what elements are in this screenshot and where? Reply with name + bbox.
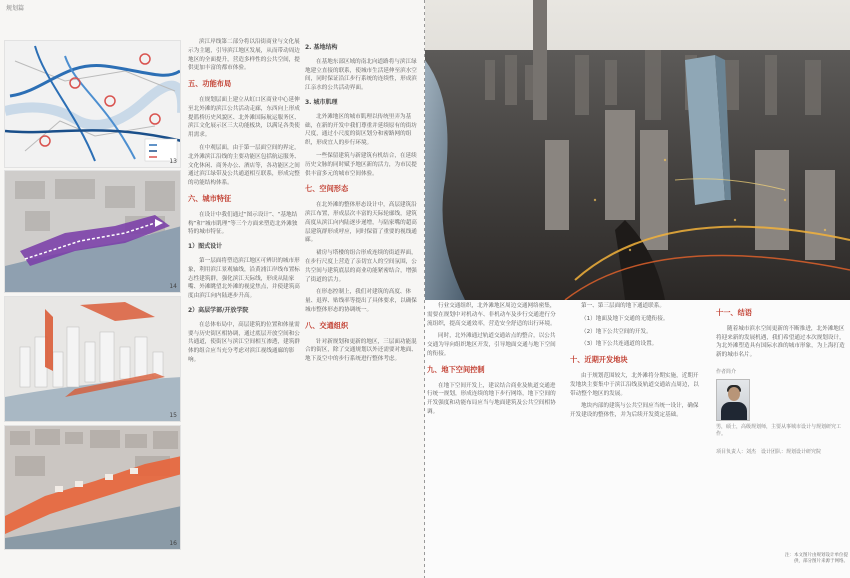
project-credit: 项目负责人：刘杰 设计团队：规划设计研究院 <box>716 448 822 455</box>
3d-model-graphic <box>5 297 181 422</box>
section-7-paragraph-1: 在北外滩的整体形态设计中，高层建筑沿滨江布置，形成层次丰富的天际轮廓线，建筑高度从滨江向内陆逐步递增，与陆家嘴的超高层建筑群形成呼应，同时保留了重要的视线通廊。 <box>305 202 417 244</box>
conclusion-paragraph: 随着城市滨水空间更新的不断推进，北外滩地区将迎来新的发展机遇，我们希望通过本次规划设计，为北外滩塑造具有国际水准的城市形象，为上海打造新的城市名片。 <box>716 325 845 359</box>
urban-texture-paragraph-2: 一些保留建筑与新建筑有机结合，在延续历史文脉的同时赋予地区新的活力，为市民提供丰富多元的城市空间体验。 <box>305 152 417 177</box>
figure-number: 15 <box>169 412 177 419</box>
list-item-2: （2）地下公共空间的开发。 <box>581 328 652 335</box>
section-5-paragraph-1: 在规划层面上建立从虹口区商业中心延伸至北外滩的滨江公共活动走廊，东西向上形成提篮桥历史风貌区、北外滩国际航运服务区、滨江文化展示区三大功能板块，以满足各类使用需求。 <box>188 96 300 139</box>
section-6-sub-paragraph-1: 第一层面将塑造滨江地区可辨识的城市形象，利用滨江景观轴线，沿黄浦江岸线布置标志性建筑群，强化滨江天际线，形成从陆家嘴、外滩眺望北外滩的视觉焦点，并使建筑高度由滨江向内陆逐步升高。 <box>188 257 300 300</box>
section-7-paragraph-2: 裙房与塔楼的组合形成连续的街道界面，在步行尺度上营造了亲切宜人的空间氛围，公共空间与建筑底层的商业功能紧密结合，增强了街道的活力。 <box>305 250 417 283</box>
profile-caption: 作者简介 <box>716 368 737 375</box>
base-structure-title: 2. 基地结构 <box>305 44 338 51</box>
figure-transit-map <box>4 40 181 168</box>
intro-paragraph: 滨江岸线第二部分将以沿街商业与文化展示为主题，引导滨江地区发展，从而带动周边地区的全面提升，营造多样性的公共空间，提供更加丰富的都市体验。 <box>188 39 300 72</box>
section-8-title: 八、交通组织 <box>305 320 349 330</box>
zone-aerial-graphic <box>5 171 181 293</box>
right-text-column-c <box>716 302 846 456</box>
aerial-city-rendering <box>425 0 850 300</box>
section-11-title: 十一、结语 <box>716 308 752 317</box>
section-6-title: 六、城市特征 <box>188 193 232 203</box>
traffic-paragraph-2: 同时，北外滩通过轨道交通站点的整合，以公共交通为导向组织地区开发，引导地面交通与地下空间的衔接。 <box>427 333 556 357</box>
section-9-title: 九、地下空间控制 <box>427 364 485 374</box>
section-5-paragraph-2: 在中观层面，由于第一层面空间的界定，北外滩滨江沿线的主要功能区包括航运服务、文化休闲、商务办公、酒店等，各功能区之间通过滨江绿带及公共通道相互联系，形成完整的功能结构体系。 <box>188 144 300 187</box>
city-blocks-graphic <box>5 426 181 550</box>
section-7-paragraph-3: 在形态控制上，我们对建筑的高度、体量、退界、贴线率等提出了具体要求，以确保城市整体形态的协调统一。 <box>305 289 417 313</box>
author-bio: 男，硕士，高级规划师，主要从事城市设计与规划研究工作。 <box>716 423 842 438</box>
section-10-title: 十、近期开发地块 <box>570 355 628 365</box>
figure-number: 16 <box>169 540 177 547</box>
author-profile <box>716 368 846 439</box>
section-6-paragraph-1: 在设计中我们通过“图示设计”、“基地结构”和“城市肌理”等三个方面来塑造北外滩独特的城市特征。 <box>188 211 298 236</box>
section-10-paragraph-2: 地块内部的建筑与公共空间应当统一设计，确保开发建设的整体性，并为后续开发奠定基础。 <box>570 403 699 419</box>
section-6-subtitle-1: 1）图式设计 <box>188 243 223 251</box>
section-5-title: 五、功能布局 <box>188 79 232 89</box>
section-10-paragraph-1: 由于规划范围较大，北外滩将分期实施，近期开发地块主要集中于滨江沿线及轨道交通站点周边，以带动整个地区的发展。 <box>570 372 699 397</box>
traffic-paragraph-1: 行业交通组织，北外滩地区周边交通网络密集，需要在规划中对机动车、非机动车及步行交通进行分流组织，提高交通效率，营造安全舒适的出行环境。 <box>427 303 556 327</box>
aerial-city-photo <box>425 0 850 300</box>
figure-number: 13 <box>169 158 177 165</box>
section-9-paragraph: 在地下空间开发上，建议结合商业及轨道交通进行统一规划，形成连续的地下步行网络，地下空间的开发强度和功能布局应当与地面建筑及公共空间相协调。 <box>427 382 556 415</box>
author-portrait <box>716 379 750 421</box>
footnote: 注：本文图片由规划设计单位提供，部分图片来源于网络。 <box>785 553 848 564</box>
urban-texture-title: 3. 城市肌理 <box>305 98 338 106</box>
transit-map-graphic <box>5 41 181 168</box>
right-page <box>425 0 850 578</box>
left-text-column-a <box>188 38 300 369</box>
left-text-column-b <box>305 38 417 368</box>
urban-texture-paragraph-1: 北外滩地区的城市肌理以传统里弄为基础，在新的开发中我们尊重并延续原有的街坊尺度，通过小尺度的街区划分和密路网的组织，形成宜人的步行环境。 <box>305 113 417 147</box>
section-7-title: 七、空间形态 <box>305 184 349 194</box>
section-6-sub-paragraph-2: 在总体布局中，高层建筑的位置和体量需要与历史街区相协调，通过底层开放空间和公共通道，使街区与滨江空间相互渗透，建筑群体的组合应当充分考虑对滨江视线通廊的影响。 <box>188 321 300 363</box>
right-text-column-b <box>570 302 703 424</box>
list-item-1: （1）地面及地下交通的无缝衔接。 <box>581 315 669 322</box>
section-8-paragraph: 针对新规划和更新的地区，三层面功能混合的街区，除了交通规划以外还需要对地面、地下及空中的步行系统进行整体考虑。 <box>305 338 417 363</box>
right-text-column-a <box>427 302 557 421</box>
figure-zone-aerial <box>4 170 181 293</box>
figure-city-blocks <box>4 425 181 550</box>
underground-link-paragraph: 第一、第三层面的地下通道联系。 <box>581 303 665 309</box>
figure-number: 14 <box>169 283 177 290</box>
figure-3d-model <box>4 296 181 422</box>
list-item-3: （3）地下公共连通道的设置。 <box>581 341 658 348</box>
base-structure-paragraph: 在基地东部区域的南北向道路将与滨江绿地建立直接的联系，使城市生活延伸至滨水空间，同时保证沿江步行系统的连续性，形成滨江亲水的公共活动界面。 <box>305 58 417 92</box>
section-6-subtitle-2: 2）高层学部/开放学院 <box>188 306 249 314</box>
section-tag: 规划篇 <box>6 5 25 12</box>
